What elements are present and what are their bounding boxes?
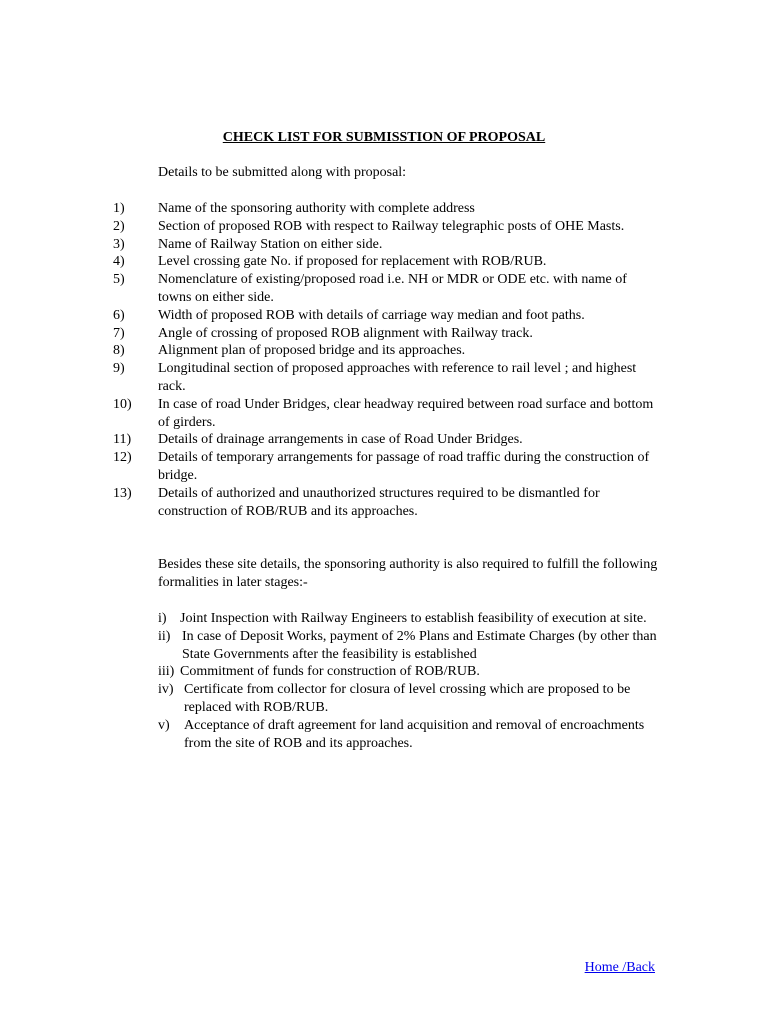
list-item: [113, 485, 658, 521]
item-text: Level crossing gate No. if proposed for replacement with ROB/RUB.: [158, 254, 547, 270]
item-text: Name of Railway Station on either side.: [158, 236, 383, 252]
list-item: [113, 200, 658, 218]
list-item: [113, 431, 658, 449]
item-number: 12): [113, 450, 132, 466]
item-number: 2): [113, 218, 125, 234]
list-item: [113, 218, 658, 236]
item-text: Nomenclature of existing/proposed road i.e. NH or MDR or ODE etc. with name of towns on either side.: [158, 272, 627, 305]
formality-item: [158, 663, 658, 681]
item-number: 9): [113, 361, 125, 377]
formality-text: Joint Inspection with Railway Engineers to establish feasibility of execution at site.: [180, 611, 647, 626]
item-text: Longitudinal section of proposed approaches with reference to rail level ; and highest rack.: [158, 361, 637, 394]
formality-number: iv): [158, 682, 174, 698]
item-number: 13): [113, 485, 132, 501]
list-item: [113, 307, 658, 325]
item-number: 10): [113, 396, 132, 412]
formality-number: i): [158, 611, 167, 626]
list-item: [113, 396, 658, 432]
formality-number: iii): [158, 664, 175, 680]
formality-text: Certificate from collector for closura of level crossing which are proposed to be replaced with ROB/RUB.: [184, 682, 631, 715]
item-number: 5): [113, 272, 125, 288]
item-text: In case of road Under Bridges, clear headway required between road surface and bottom of girders.: [158, 396, 654, 430]
list-item: [113, 360, 658, 396]
item-text: Details of drainage arrangements in case of Road Under Bridges.: [158, 432, 523, 448]
formality-item: [158, 628, 658, 664]
formality-item: [158, 610, 658, 628]
page-title: CHECK LIST FOR SUBMISSTION OF PROPOSAL: [222, 130, 546, 145]
list-item: [113, 342, 658, 360]
formalities-intro: Besides these site details, the sponsoring authority is also required to fulfill the following formalities in later stages:-: [158, 557, 658, 590]
intro-text: Details to be submitted along with proposal:: [158, 165, 407, 180]
formality-item: [158, 681, 658, 717]
item-text: Details of authorized and unauthorized structures required to be dismantled for construction of ROB/RUB and its approaches.: [158, 485, 600, 519]
formality-item: [158, 717, 658, 753]
formality-number: ii): [158, 628, 171, 644]
list-item: [113, 271, 658, 307]
item-number: 1): [113, 201, 125, 216]
item-number: 4): [113, 254, 125, 270]
home-back-link[interactable]: Home /Back: [584, 960, 655, 975]
item-number: 7): [113, 325, 125, 341]
item-number: 3): [113, 236, 125, 252]
formality-number: v): [158, 717, 170, 733]
formality-text: Commitment of funds for construction of ROB/RUB.: [180, 664, 480, 680]
item-text: Name of the sponsoring authority with complete address: [158, 201, 475, 216]
list-item: [113, 325, 658, 343]
item-number: 6): [113, 307, 125, 323]
formality-text: Acceptance of draft agreement for land acquisition and removal of encroachments from the site of ROB and its approaches.: [184, 717, 645, 751]
item-text: Angle of crossing of proposed ROB alignment with Railway track.: [158, 325, 533, 341]
formalities-list: [158, 610, 658, 752]
list-item: [113, 253, 658, 271]
formality-text: In case of Deposit Works, payment of 2% Plans and Estimate Charges (by other than State Governments after the feasibility is established: [182, 628, 657, 662]
item-text: Width of proposed ROB with details of carriage way median and foot paths.: [158, 307, 585, 323]
list-item: [113, 236, 658, 254]
item-text: Details of temporary arrangements for passage of road traffic during the construction of bridge.: [158, 450, 650, 483]
item-text: Alignment plan of proposed bridge and its approaches.: [158, 343, 466, 359]
list-item: [113, 449, 658, 485]
checklist: [113, 200, 658, 520]
item-number: 11): [113, 432, 132, 448]
item-number: 8): [113, 343, 125, 359]
item-text: Section of proposed ROB with respect to Railway telegraphic posts of OHE Masts.: [158, 218, 625, 234]
